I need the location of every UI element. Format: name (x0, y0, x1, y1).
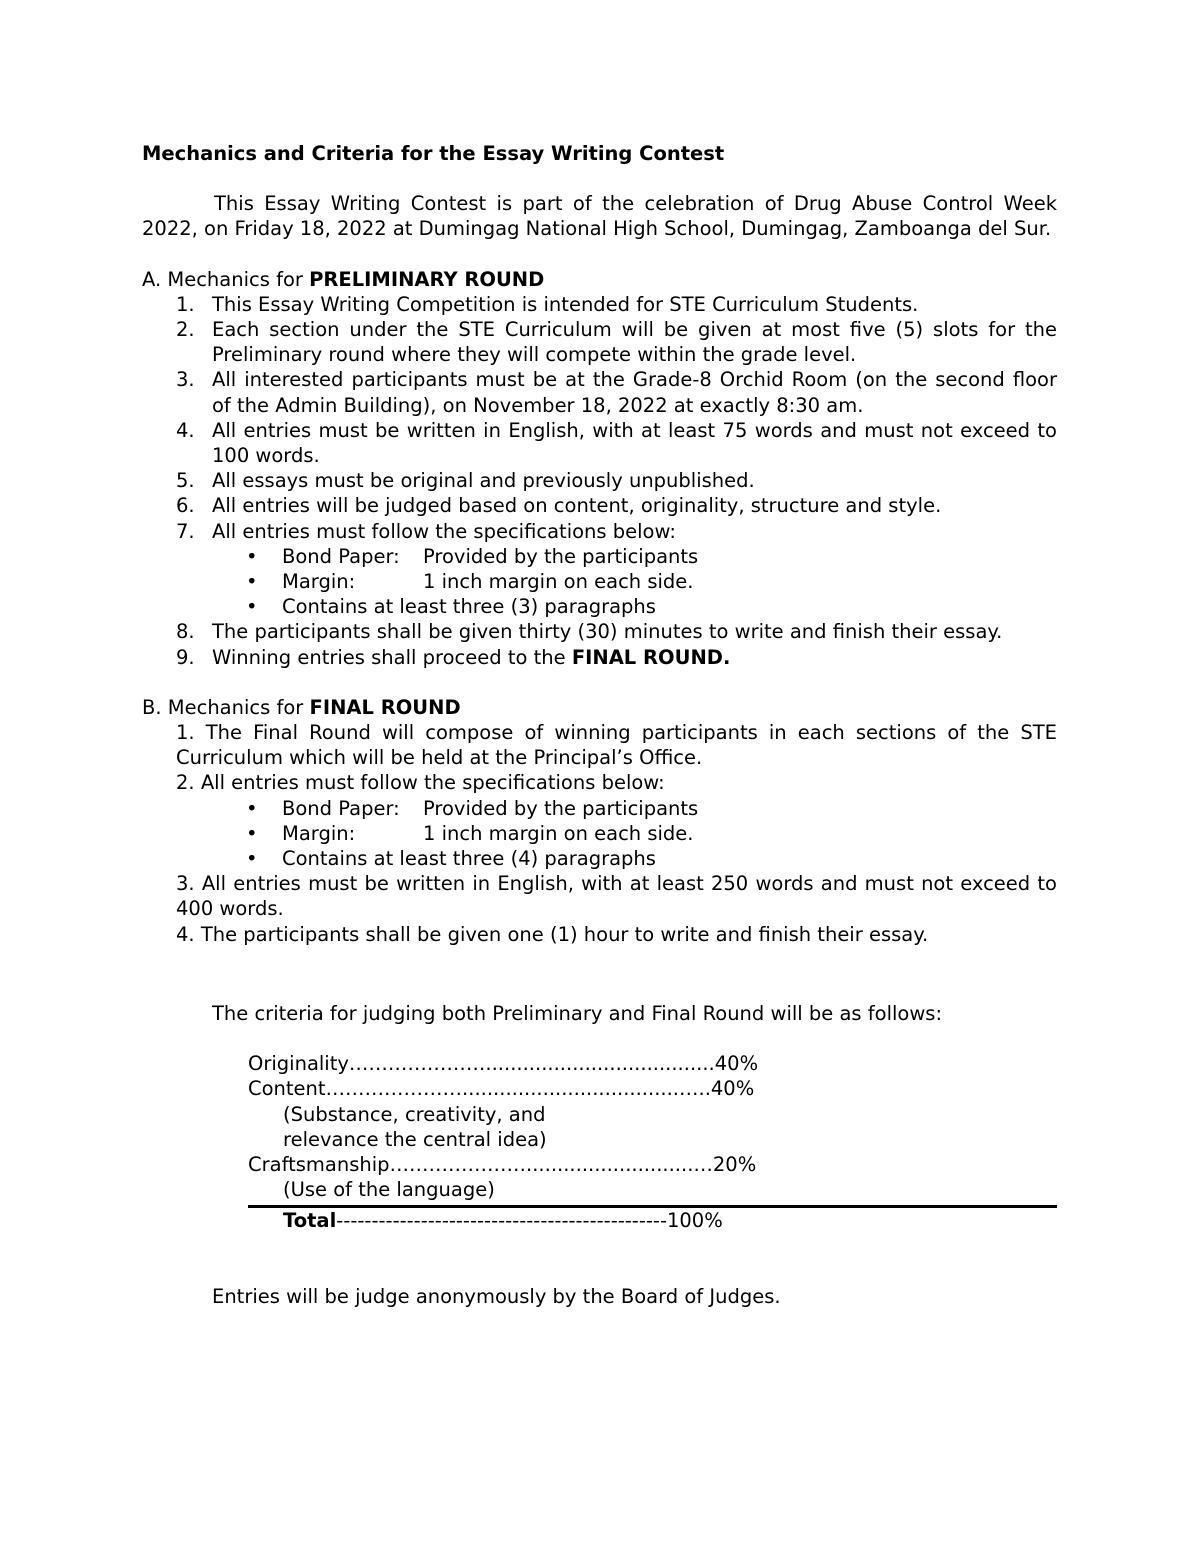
intro-paragraph: This Essay Writing Contest is part of the celebration of Drug Abuse Control Week 2022, on Friday 18, 2022 at Dumingag National High School, Dumingag, Zamboanga del Sur. (142, 192, 1057, 241)
bullet-icon: • (246, 544, 258, 568)
criteria-intro: The criteria for judging both Preliminary and Final Round will be as follows: (212, 1001, 943, 1025)
section-a-list-cont (142, 619, 1057, 669)
section-b-specs (142, 796, 1057, 872)
list-item: 2. All entries must follow the specifications below: (176, 771, 665, 795)
criteria-total: Total-----------------------------------------------100% (283, 1209, 723, 1233)
criterion-craftsmanship: Craftsmanship…………………...........................…20% (248, 1152, 757, 1176)
list-item: 1. The Final Round will compose of winning participants in each sections of the STE Curriculum which will be held at the Principal’s Office. (176, 721, 1057, 770)
section-b-list (142, 720, 1057, 796)
section-a-heading: A. Mechanics for PRELIMINARY ROUND (142, 267, 545, 291)
criterion-originality: Originality………………….....................................40% (248, 1052, 759, 1076)
criterion-craft-note: (Use of the language) (283, 1178, 495, 1202)
list-item: 2. Each section under the STE Curriculum will be given at most five (5) slots for the Preliminary round where they will compete within the grade level. (176, 318, 1057, 367)
list-item: 4. All entries must be written in English, with at least 75 words and must not exceed to 100 words. (176, 418, 1057, 468)
list-item: 3. All interested participants must be at the Grade-8 Orchid Room (on the second floor of the Admin Building), on November 18, 2022 at exactly 8:30 am. (176, 368, 1057, 417)
list-item: 6. All entries will be judged based on content, originality, structure and style. (176, 494, 942, 518)
spec-item: • Bond Paper: Provided by the participants (246, 544, 699, 568)
list-item: 5. All essays must be original and previously unpublished. (176, 469, 755, 493)
section-a-list (142, 292, 1057, 544)
bullet-icon: • (246, 847, 258, 871)
list-item: 3. All entries must be written in English, with at least 250 words and must not exceed to 400 words. (176, 872, 1057, 921)
list-item: 4. The participants shall be given one (1) hour to write and finish their essay. (176, 922, 929, 946)
section-b-list-cont (142, 871, 1057, 947)
criterion-content: Content…………………...................................…..40% (248, 1077, 755, 1101)
list-item: 9. Winning entries shall proceed to the FINAL ROUND. (176, 645, 731, 669)
bullet-icon: • (246, 796, 258, 820)
criteria-table (142, 1051, 1057, 1202)
spec-item: • Margin: 1 inch margin on each side. (246, 570, 694, 594)
criterion-content-note: (Substance, creativity, and (283, 1102, 546, 1126)
list-item: 7. All entries must follow the specifications below: (176, 519, 676, 543)
spec-item: • Contains at least three (4) paragraphs (246, 847, 656, 871)
list-item: 8. The participants shall be given thirty (30) minutes to write and finish their essay. (176, 620, 1003, 644)
document-body (142, 141, 1057, 1309)
bullet-icon: • (246, 570, 258, 594)
bullet-icon: • (246, 595, 258, 619)
spec-item: • Margin: 1 inch margin on each side. (246, 821, 694, 845)
section-a-specs (142, 544, 1057, 620)
section-b-heading: B. Mechanics for FINAL ROUND (142, 695, 461, 719)
criterion-content-note: relevance the central idea) (283, 1127, 547, 1151)
document-title: Mechanics and Criteria for the Essay Writing Contest (142, 142, 725, 165)
list-item: 1. This Essay Writing Competition is intended for STE Curriculum Students. (176, 292, 919, 316)
spec-item: • Bond Paper: Provided by the participants (246, 796, 699, 820)
spec-item: • Contains at least three (3) paragraphs (246, 595, 656, 619)
bullet-icon: • (246, 821, 258, 845)
closing-note: Entries will be judge anonymously by the Board of Judges. (212, 1284, 781, 1308)
